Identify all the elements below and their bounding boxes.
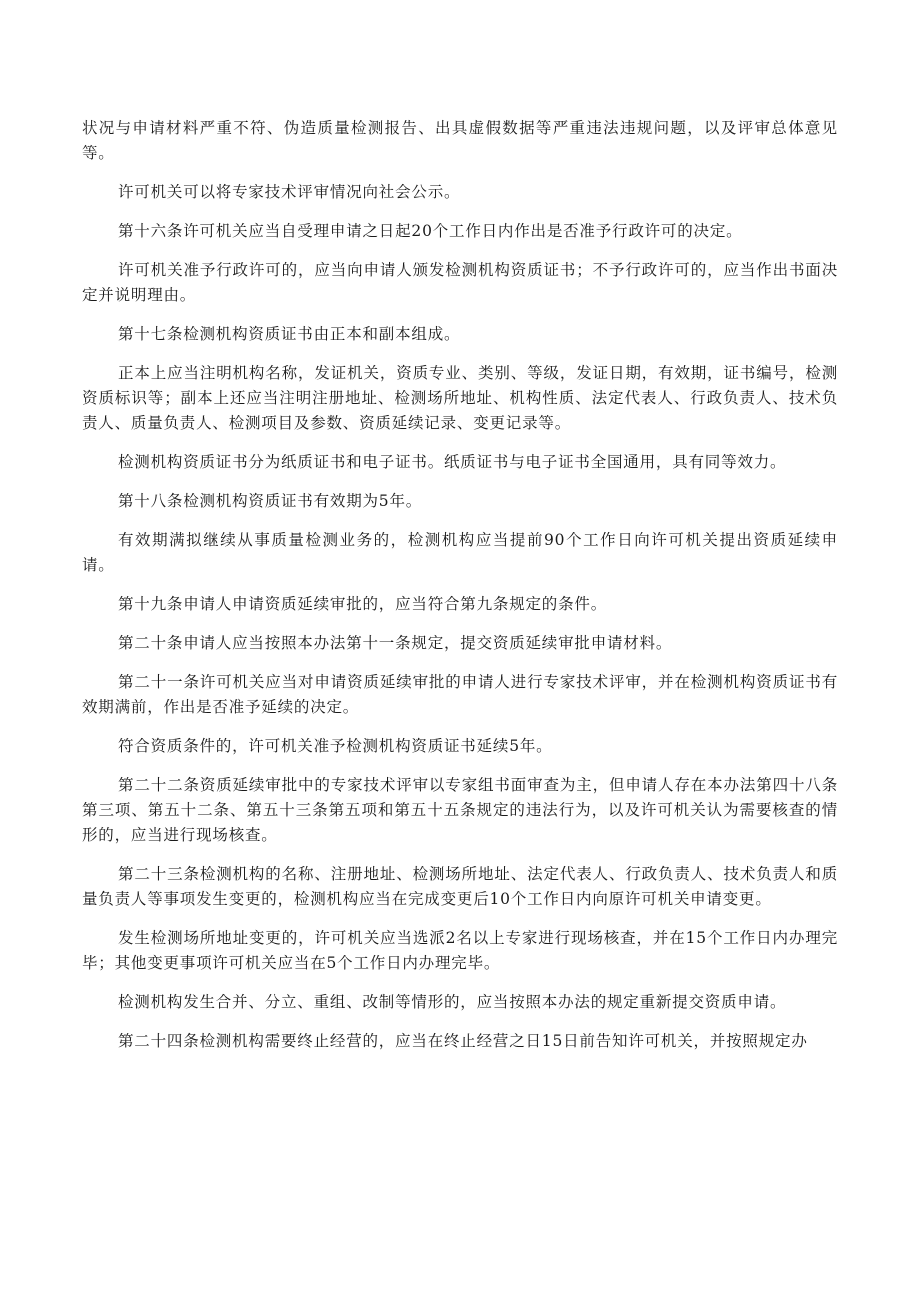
paragraph-11: 第二十条申请人应当按照本办法第十一条规定，提交资质延续审批申请材料。 <box>118 634 673 652</box>
paragraph-7: 检测机构资质证书分为纸质证书和电子证书。纸质证书与电子证书全国通用，具有同等效力。 <box>118 453 787 471</box>
paragraph-4: 许可机关准予行政许可的，应当向申请人颁发检测机构资质证书；不予行政许可的，应当作出书面决定并说明理由。 <box>82 261 838 304</box>
paragraph-1: 状况与申请材料严重不符、伪造质量检测报告、出具虚假数据等严重违法违规问题，以及评审总体意见等。 <box>82 119 838 162</box>
paragraph-5: 第十七条检测机构资质证书由正本和副本组成。 <box>118 325 461 343</box>
paragraph-2: 许可机关可以将专家技术评审情况向社会公示。 <box>118 183 461 201</box>
paragraph-3: 第十六条许可机关应当自受理申请之日起20个工作日内作出是否准予行政许可的决定。 <box>118 222 743 240</box>
paragraph-10: 第十九条申请人申请资质延续审批的，应当符合第九条规定的条件。 <box>118 595 608 613</box>
paragraph-13: 符合资质条件的，许可机关准予检测机构资质证书延续5年。 <box>118 737 553 755</box>
paragraph-9: 有效期满拟继续从事质量检测业务的，检测机构应当提前90个工作日向许可机关提出资质延续申请。 <box>82 531 838 574</box>
paragraph-15: 第二十三条检测机构的名称、注册地址、检测场所地址、法定代表人、行政负责人、技术负责人和质量负责人等事项发生变更的，检测机构应当在完成变更后10个工作日内向原许可机关申请变更。 <box>82 865 838 908</box>
paragraph-6: 正本上应当注明机构名称，发证机关，资质专业、类别、等级，发证日期，有效期，证书编号，检测资质标识等；副本上还应当注明注册地址、检测场所地址、机构性质、法定代表人、行政负责人、技术负责人、质量负责人、检测项目及参数、资质延续记录、变更记录等。 <box>82 364 838 432</box>
paragraph-18: 第二十四条检测机构需要终止经营的，应当在终止经营之日15日前告知许可机关，并按照规定办 <box>118 1032 808 1050</box>
paragraph-8: 第十八条检测机构资质证书有效期为5年。 <box>118 492 423 510</box>
paragraph-14: 第二十二条资质延续审批中的专家技术评审以专家组书面审查为主，但申请人存在本办法第四十八条第三项、第五十二条、第五十三条第五项和第五十五条规定的违法行为，以及许可机关认为需要核查的情形的，应当进行现场核查。 <box>82 776 838 844</box>
paragraph-16: 发生检测场所地址变更的，许可机关应当选派2名以上专家进行现场核查，并在15个工作日内办理完毕；其他变更事项许可机关应当在5个工作日内办理完毕。 <box>82 929 838 972</box>
paragraph-17: 检测机构发生合并、分立、重组、改制等情形的，应当按照本办法的规定重新提交资质申请。 <box>118 993 787 1011</box>
paragraph-12: 第二十一条许可机关应当对申请资质延续审批的申请人进行专家技术评审，并在检测机构资质证书有效期满前，作出是否准予延续的决定。 <box>82 673 838 716</box>
